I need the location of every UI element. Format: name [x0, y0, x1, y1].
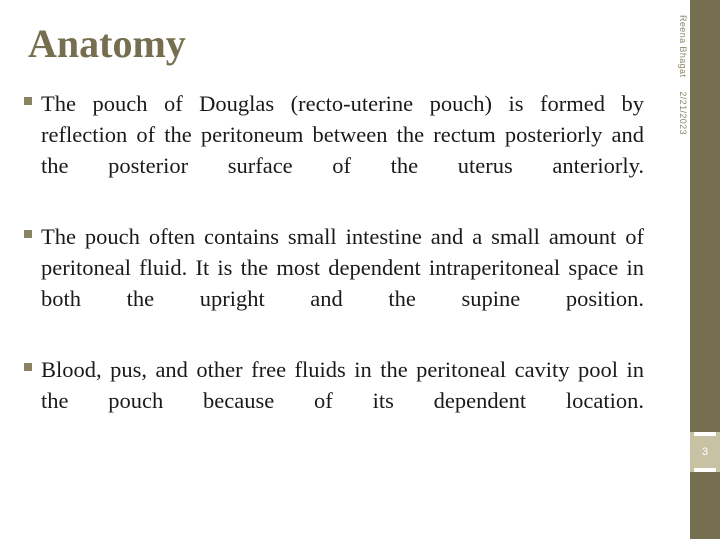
bullet-square-icon [24, 221, 41, 242]
list-item [24, 221, 644, 345]
slide-body [24, 88, 644, 456]
list-item [24, 88, 644, 212]
list-item-text: The pouch often contains small intestine and a small amount of peritoneal fluid. It is the most dependent intraperitoneal space in both the upright and the supine position. [41, 224, 644, 311]
list-item [24, 354, 644, 447]
author-label: Reena Bhagat [678, 15, 688, 78]
slide-number-label: 3 [701, 446, 709, 458]
list-item-text: Blood, pus, and other free fluids in the peritoneal cavity pool in the pouch because of its dependent location. [41, 357, 644, 413]
bullet-square-icon [24, 88, 41, 109]
slide-number-badge [690, 432, 720, 472]
bullet-square-icon [24, 354, 41, 375]
page-title: Anatomy [28, 21, 186, 66]
date-label: 2/21/2023 [678, 91, 688, 135]
list-item-text: The pouch of Douglas (recto-uterine pouch) is formed by reflection of the peritoneum between the rectum posteriorly and the posterior surface of the uterus anteriorly. [41, 91, 644, 178]
